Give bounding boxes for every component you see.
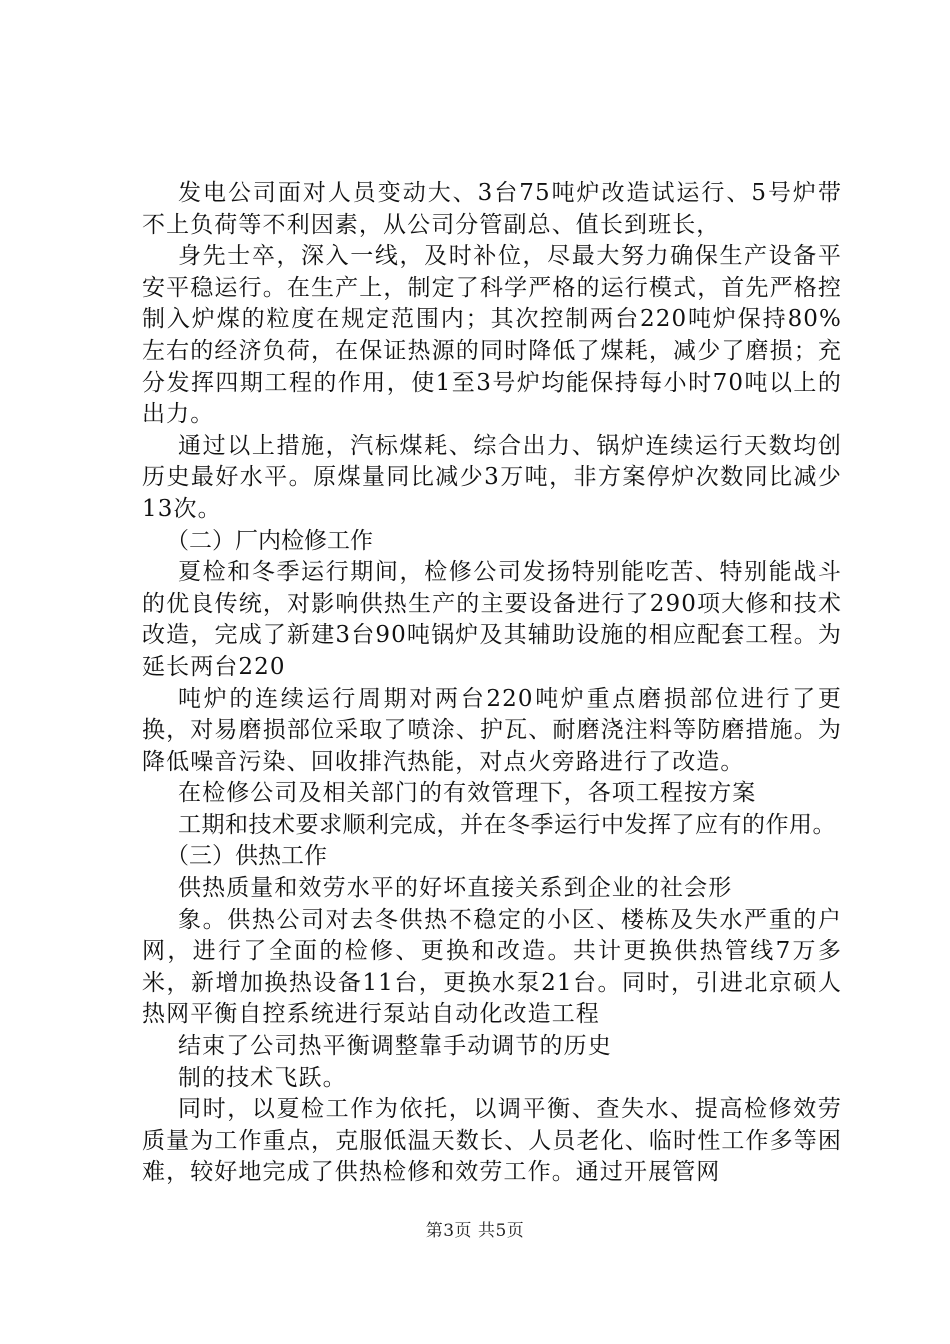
paragraph-management: 在检修公司及相关部门的有效管理下，各项工程按方案 [178,780,757,807]
paragraph-production-measures: 身先士卒，深入一线，及时补位，尽最大努力确保生产设备平安平稳运行。在生产上，制定了科学严格的运行模式，首先严格控制入炉煤的粒度在规定范围内；其次控制两台220吨炉保持80%左右的经济负荷，在保证热源的同时降低了煤耗，减少了磨损；充分发挥四期工程的作用，使1至3号炉均能保持每小时70吨以上的出力。 [142,243,842,428]
paragraph-results: 通过以上措施，汽标煤耗、综合出力、锅炉连续运行天数均创历史最好水平。原煤量同比减少3万吨，非方案停炉次数同比减少13次。 [142,432,842,522]
paragraph-heating-quality: 供热质量和效劳水平的好坏直接关系到企业的社会形 [178,875,733,902]
paragraph-manual-adjustment: 结束了公司热平衡调整靠手动调节的历史 [178,1033,612,1060]
paragraph-heating-upgrades: 象。供热公司对去冬供热不稳定的小区、楼栋及失水严重的户网，进行了全面的检修、更换和改造。共计更换供热管线7万多米，新增加换热设备11台，更换水泵21台。同时，引进北京硕人热网平衡自控系统进行泵站自动化改造工程 [142,906,842,1028]
paragraph-summer-maintenance: 夏检和冬季运行期间，检修公司发扬特别能吃苦、特别能战斗的优良传统，对影响供热生产的主要设备进行了290项大修和技术改造，完成了新建3台90吨锅炉及其辅助设施的相应配套工程。为延长两台220 [142,559,842,680]
paragraph-technical-leap: 制的技术飞跃。 [178,1064,347,1091]
paragraph-power-company: 发电公司面对人员变动大、3台75吨炉改造试运行、5号炉带不上负荷等不利因素，从公司分管副总、值长到班长， [142,180,842,238]
document-body [142,178,842,1189]
page-number-footer: 第3页 共5页 [425,1221,525,1241]
paragraph-summer-inspection: 同时，以夏检工作为依托，以调平衡、查失水、提高检修效劳质量为工作重点，克服低温天数长、人员老化、临时性工作多等困难，较好地完成了供热检修和效劳工作。通过开展管网 [142,1096,842,1186]
paragraph-schedule: 工期和技术要求顺利完成，并在冬季运行中发挥了应有的作用。 [178,811,836,838]
section-heading-heating: （三）供热工作 [166,843,327,870]
paragraph-boiler-wear: 吨炉的连续运行周期对两台220吨炉重点磨损部位进行了更换，对易磨损部位采取了喷涂、护瓦、耐磨浇注料等防磨措施。为降低噪音污染、回收排汽热能，对点火旁路进行了改造。 [142,685,842,775]
section-heading-maintenance: （二）厂内检修工作 [166,527,373,554]
